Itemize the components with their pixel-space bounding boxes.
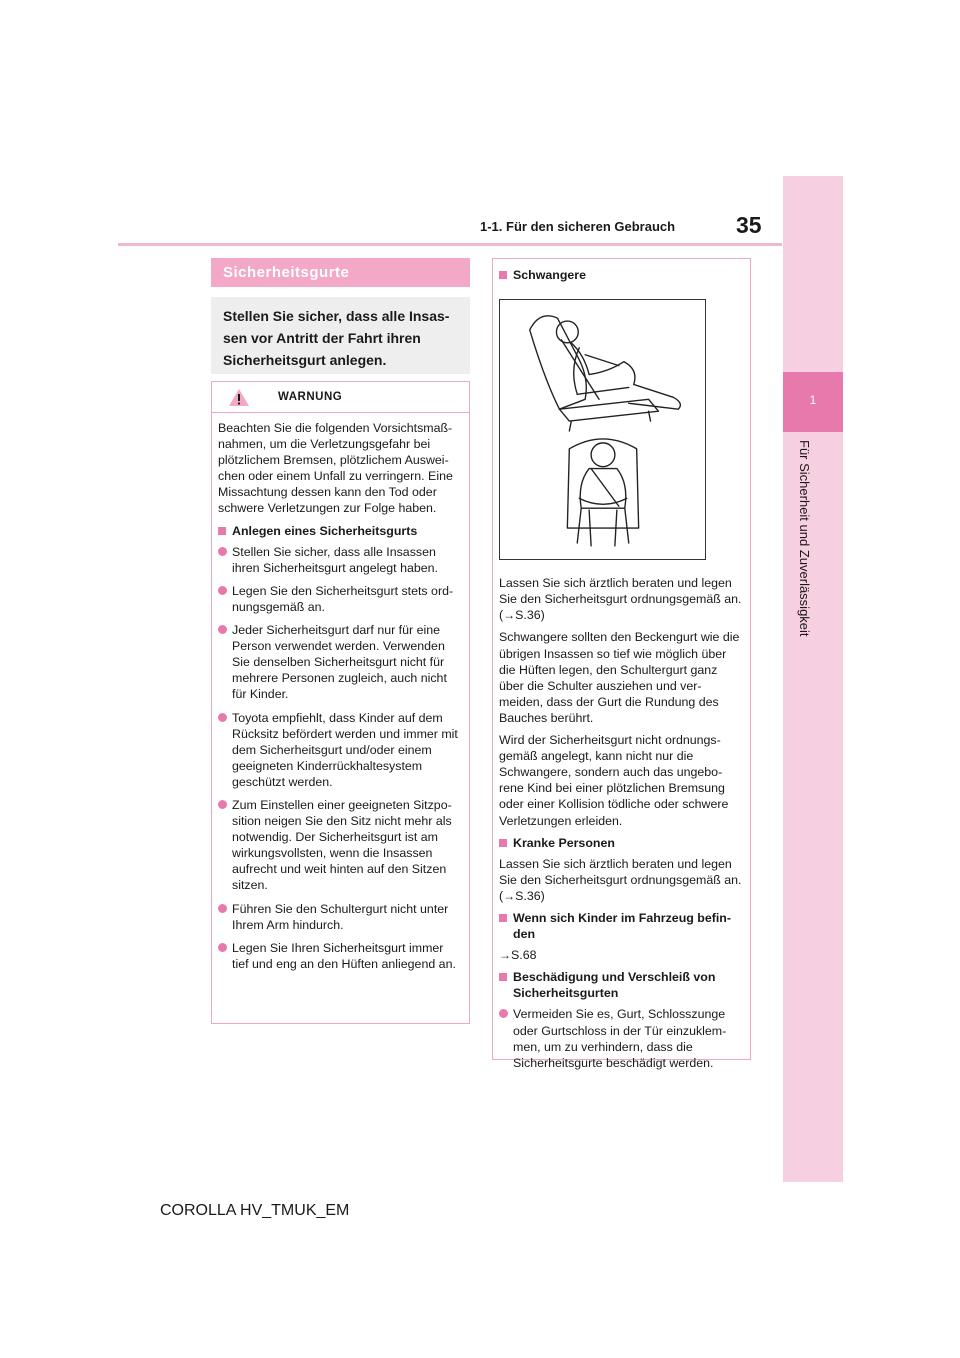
warning-box — [211, 381, 470, 1024]
round-bullet-icon — [218, 904, 227, 913]
warning-bullet: Toyota empfiehlt, dass Kinder auf dem Rücksitz befördert werden und immer mit dem Sicherheitsgurt und/oder einem geeigneten Kinderrückhaltesystem geschützt werden. — [218, 710, 463, 790]
warning-icon — [228, 388, 250, 407]
warning-bullet: Stellen Sie sicher, dass alle Insassen ihren Sicherheitsgurt angelegt haben. — [218, 544, 463, 576]
damage-bullet: Vermeiden Sie es, Gurt, Schlosszunge oder Gurtschloss in der Tür einzuklem-men, um zu verhindern, dass die Sicherheitsgurte beschädigt werden. — [499, 1006, 744, 1070]
warning-header — [212, 382, 469, 413]
warning-title: WARNUNG — [278, 391, 343, 403]
chapter-number: 1 — [809, 393, 817, 407]
pregnant-heading: Schwangere — [499, 267, 744, 283]
square-bullet-icon — [499, 914, 507, 922]
pregnant-advice: Lassen Sie sich ärztlich beraten und legen Sie den Sicherheitsgurt ordnungsgemäß an. (→S.36) — [499, 576, 742, 623]
warning-text: Beachten Sie die folgenden Vorsichtsmaß-nahmen, um die Verletzungsgefahr bei plötzlichem Bremsen, plötzlichem Auswei-chen oder einem Unfall zu verringern. Eine Missachtung dessen kann den Tod oder schwere Verletzungen zur Folge haben. — [218, 421, 453, 516]
warning-subheading — [218, 523, 463, 539]
pregnant-seatbelt-illustration — [499, 299, 706, 560]
children-reference — [499, 947, 744, 963]
section-header: 1-1. Für den sicheren Gebrauch — [480, 219, 676, 234]
warning-subheading-text: Anlegen eines Sicherheitsgurts — [232, 523, 418, 538]
arrow-right-icon: → — [503, 608, 516, 623]
round-bullet-icon — [218, 800, 227, 809]
square-bullet-icon — [499, 839, 507, 847]
info-box — [492, 258, 751, 1070]
pregnant-paragraph-3: Wird der Sicherheitsgurt nicht ordnungs-gemäß angelegt, kann nicht nur die Schwangere, sondern auch das ungebo-rene Kind bei einer plötzlichen Bremsung oder einer Kollision tödliche oder schwere Verletzungen erleiden. — [499, 733, 729, 828]
round-bullet-icon — [218, 586, 227, 595]
round-bullet-icon — [218, 547, 227, 556]
children-heading: Wenn sich Kinder im Fahrzeug befin-den — [499, 910, 744, 942]
document-footer: COROLLA HV_TMUK_EM — [160, 1202, 350, 1219]
warning-bullet: Zum Einstellen einer geeigneten Sitzpo-sition neigen Sie den Sitz nicht mehr als notwendig. Der Sicherheitsgurt ist am wirkungsvollsten, wenn die Insassen aufrecht und weit hinten auf den Sitzen sitzen. — [218, 797, 463, 894]
warning-body — [212, 413, 469, 972]
pregnant-paragraph-2: Schwangere sollten den Beckengurt wie die übrigen Insassen so tief wie möglich über die Hüften legen, den Schultergurt ganz über die Schulter ausziehen und ver-meiden, dass der Gurt die Rundung des Bauches berührt. — [499, 630, 740, 725]
round-bullet-icon — [499, 1009, 508, 1018]
warning-bullet: Legen Sie Ihren Sicherheitsgurt immer tief und eng an den Hüften anliegend an. — [218, 940, 463, 972]
header-rule — [118, 243, 782, 246]
square-bullet-icon — [499, 973, 507, 981]
round-bullet-icon — [218, 713, 227, 722]
round-bullet-icon — [218, 625, 227, 634]
round-bullet-icon — [218, 943, 227, 952]
warning-bullet: Legen Sie den Sicherheitsgurt stets ord-nungsgemäß an. — [218, 583, 463, 615]
arrow-right-icon: → — [503, 888, 516, 903]
square-bullet-icon — [499, 271, 507, 279]
page-reference-link[interactable]: S.68 — [511, 948, 537, 963]
chapter-side-tab — [783, 176, 843, 1182]
section-banner: Sicherheitsgurte — [211, 258, 470, 287]
arrow-right-icon: → — [499, 948, 511, 963]
page-reference-link[interactable]: S.36 — [515, 888, 541, 903]
damage-heading: Beschädigung und Verschleiß von Sicherheitsgurten — [499, 969, 744, 1001]
ill-advice: Lassen Sie sich ärztlich beraten und legen Sie den Sicherheitsgurt ordnungsgemäß an. (→S.36) — [499, 856, 742, 903]
intro-box: Stellen Sie sicher, dass alle Insas-sen vor Antritt der Fahrt ihren Sicherheitsgurt anlegen. — [211, 297, 470, 374]
page-reference-link[interactable]: S.36 — [515, 608, 541, 623]
square-bullet-icon — [218, 527, 226, 535]
ill-heading: Kranke Personen — [499, 835, 744, 851]
warning-bullet: Jeder Sicherheitsgurt darf nur für eine Person verwendet werden. Verwenden Sie denselben Sicherheitsgurt nicht für mehrere Personen zugleich, auch nicht für Kinder. — [218, 622, 463, 702]
warning-bullet: Führen Sie den Schultergurt nicht unter Ihrem Arm hindurch. — [218, 901, 463, 933]
page-number: 35 — [736, 212, 762, 238]
chapter-title: Für Sicherheit und Zuverlässigkeit — [797, 440, 812, 637]
